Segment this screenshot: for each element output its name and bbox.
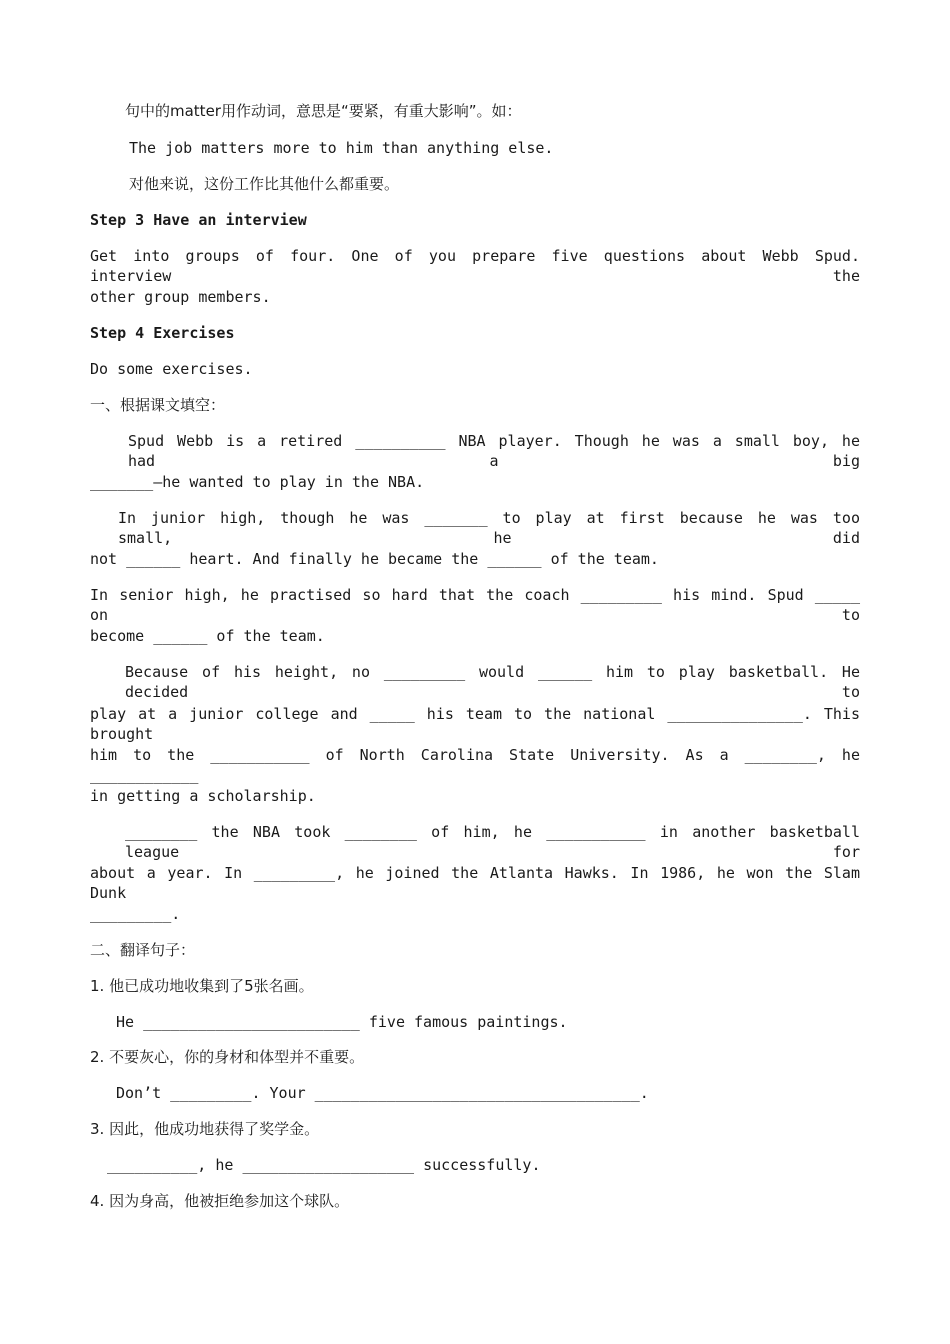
para5-line-1: ________ the NBA took ________ of him, he ___________ in another basketball league for xyxy=(125,823,860,861)
answer-2: Don’t _________. Your ____________________________________. xyxy=(116,1084,649,1102)
step4-line-1: Do some exercises. xyxy=(90,360,253,378)
para2-line-2: not ______ heart. And finally he became the ______ of the team. xyxy=(90,550,659,568)
note-example-chinese: 对他来说，这份工作比其他什么都重要。 xyxy=(129,175,400,193)
para4-line-3: him to the ___________ of North Carolina State University. As a ________, he ____________ xyxy=(90,746,860,784)
note-example-english: The job matters more to him than anything else. xyxy=(129,139,554,157)
para1-line-1: Spud Webb is a retired __________ NBA player. Though he was a small boy, he had a big xyxy=(128,432,860,470)
para3-line-1: In senior high, he practised so hard that the coach _________ his mind. Spud _____ on to xyxy=(90,586,860,624)
question-3: 3. 因此，他成功地获得了奖学金。 xyxy=(90,1120,320,1138)
para2-line-1: In junior high, though he was _______ to play at first because he was too small, he did xyxy=(118,509,860,547)
step3-line-1: Get into groups of four. One of you prepare five questions about Webb Spud. interview the xyxy=(90,247,860,285)
answer-1: He ________________________ five famous paintings. xyxy=(116,1013,568,1031)
part2-title: 二、翻译句子： xyxy=(90,941,196,959)
step3-heading: Step 3 Have an interview xyxy=(90,211,307,229)
para4-line-1: Because of his height, no _________ would ______ him to play basketball. He decided to xyxy=(125,663,860,701)
step3-line-2: other group members. xyxy=(90,288,271,306)
part1-title: 一、根据课文填空： xyxy=(90,396,226,414)
answer-3: __________, he ___________________ successfully. xyxy=(107,1156,541,1174)
question-1: 1. 他已成功地收集到了5张名画。 xyxy=(90,977,314,995)
question-2: 2. 不要灰心，你的身材和体型并不重要。 xyxy=(90,1048,365,1066)
question-4: 4. 因为身高，他被拒绝参加这个球队。 xyxy=(90,1192,350,1210)
note-line-1: 句中的matter用作动词，意思是“要紧，有重大影响”。如： xyxy=(125,102,522,120)
step4-heading: Step 4 Exercises xyxy=(90,324,235,342)
para5-line-2: about a year. In _________, he joined the Atlanta Hawks. In 1986, he won the Slam Dunk xyxy=(90,864,860,902)
para4-line-4: in getting a scholarship. xyxy=(90,787,316,805)
para3-line-2: become ______ of the team. xyxy=(90,627,325,645)
para1-line-2: _______—he wanted to play in the NBA. xyxy=(90,473,425,491)
para4-line-2: play at a junior college and _____ his team to the national _______________. This brought xyxy=(90,705,860,743)
para5-line-3: _________. xyxy=(90,905,181,923)
